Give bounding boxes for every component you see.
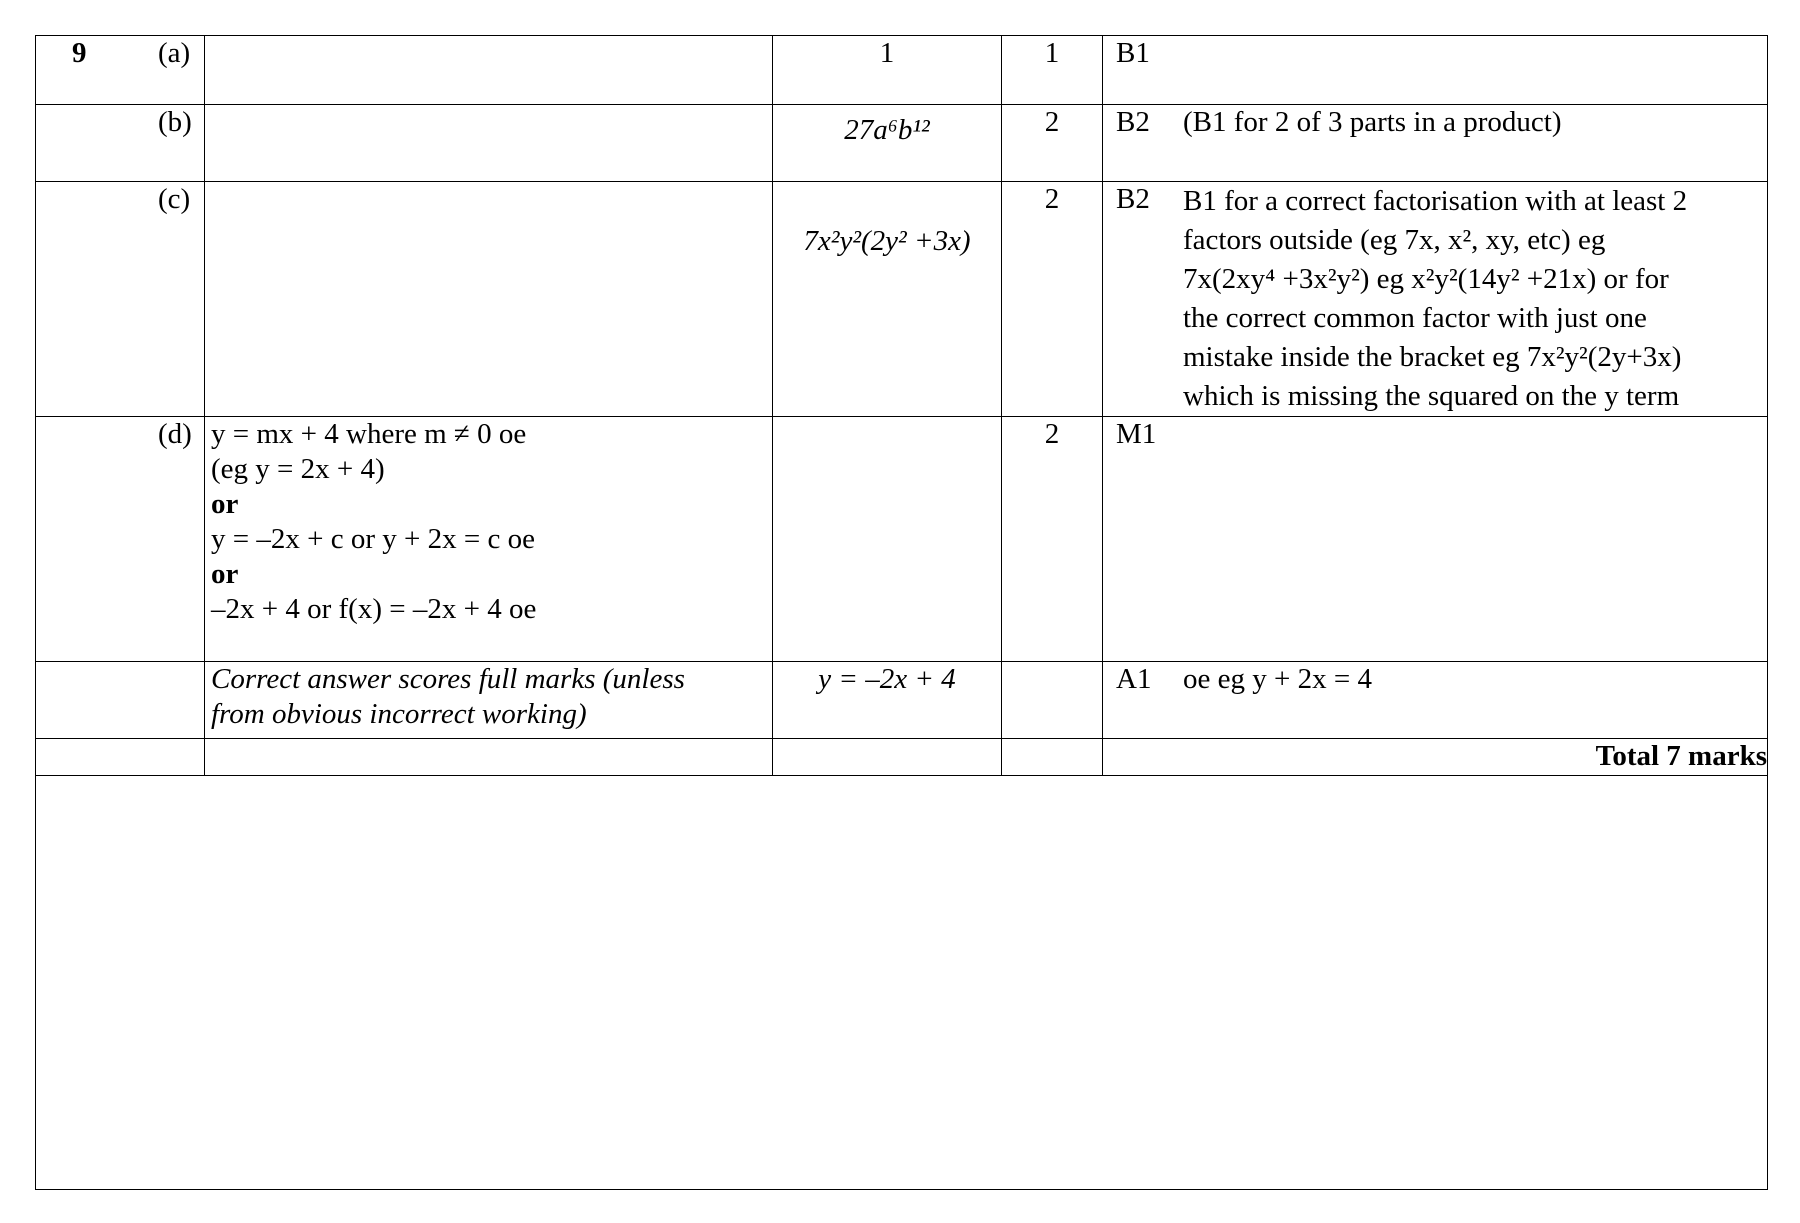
question-part-cell bbox=[36, 662, 205, 739]
part-label: (d) bbox=[158, 418, 192, 450]
notes-cell bbox=[1103, 182, 1768, 417]
working-line: y = mx + 4 where m ≠ 0 oe bbox=[211, 418, 527, 450]
question-part-cell bbox=[36, 417, 205, 662]
note-text: oe eg y + 2x = 4 bbox=[1183, 663, 1372, 695]
mark-scheme-table bbox=[35, 35, 1768, 776]
part-label: (c) bbox=[158, 183, 191, 215]
note-text bbox=[1183, 182, 1767, 416]
working-line: (eg y = 2x + 4) bbox=[211, 453, 385, 485]
answer-text: 1 bbox=[879, 37, 895, 69]
answer-cell bbox=[773, 662, 1002, 739]
answer-text: 27a⁶b¹² bbox=[844, 114, 930, 146]
empty-cell bbox=[36, 739, 205, 776]
question-part-cell bbox=[36, 105, 205, 182]
working-cell bbox=[205, 105, 773, 182]
working-line: from obvious incorrect working) bbox=[211, 698, 587, 730]
working-line: Correct answer scores full marks (unless bbox=[211, 663, 685, 695]
answer-cell bbox=[773, 182, 1002, 417]
answer-text: 7x²y²(2y² +3x) bbox=[803, 225, 971, 257]
note-line: B1 for a correct factorisation with at least 2 bbox=[1183, 185, 1688, 217]
table-row bbox=[36, 182, 1768, 417]
notes-cell bbox=[1103, 105, 1768, 182]
question-part-cell bbox=[36, 182, 205, 417]
empty-cell bbox=[773, 739, 1002, 776]
mark-cell bbox=[1002, 182, 1103, 417]
answer-cell bbox=[773, 105, 1002, 182]
table-row bbox=[36, 662, 1768, 739]
mark-value: 1 bbox=[1044, 37, 1060, 69]
note-line: which is missing the squared on the y term bbox=[1183, 380, 1680, 412]
answer-text: y = –2x + 4 bbox=[818, 663, 956, 695]
question-number: 9 bbox=[72, 37, 87, 69]
part-label: (a) bbox=[158, 37, 191, 69]
working-line: or bbox=[211, 488, 239, 520]
working-line: –2x + 4 or f(x) = –2x + 4 oe bbox=[211, 593, 537, 625]
mark-code: A1 bbox=[1116, 663, 1152, 695]
mark-code: B2 bbox=[1116, 183, 1150, 215]
part-label: (b) bbox=[158, 106, 192, 138]
mark-cell bbox=[1002, 36, 1103, 105]
note-line: factors outside (eg 7x, x², xy, etc) eg bbox=[1183, 224, 1606, 256]
mark-cell bbox=[1002, 417, 1103, 662]
working-cell bbox=[205, 417, 773, 662]
notes-cell bbox=[1103, 36, 1768, 105]
mark-cell bbox=[1002, 662, 1103, 739]
table-row bbox=[36, 36, 1768, 105]
notes-cell bbox=[1103, 662, 1768, 739]
table-row bbox=[36, 417, 1768, 662]
table-row bbox=[36, 105, 1768, 182]
empty-cell bbox=[205, 739, 773, 776]
mark-cell bbox=[1002, 105, 1103, 182]
note-text: (B1 for 2 of 3 parts in a product) bbox=[1183, 106, 1562, 138]
mark-code: B1 bbox=[1116, 37, 1150, 69]
working-cell bbox=[205, 182, 773, 417]
note-line: mistake inside the bracket eg 7x²y²(2y+3x) bbox=[1183, 341, 1682, 373]
mark-value: 2 bbox=[1044, 418, 1060, 450]
working-line: y = –2x + c or y + 2x = c oe bbox=[211, 523, 535, 555]
mark-value: 2 bbox=[1044, 106, 1060, 138]
working-cell bbox=[205, 662, 773, 739]
total-marks: Total 7 marks bbox=[1103, 739, 1768, 776]
note-line: the correct common factor with just one bbox=[1183, 302, 1647, 334]
mark-code: B2 bbox=[1116, 106, 1150, 138]
answer-cell bbox=[773, 36, 1002, 105]
working-cell bbox=[205, 36, 773, 105]
notes-cell bbox=[1103, 417, 1768, 662]
question-part-cell bbox=[36, 36, 205, 105]
mark-value: 2 bbox=[1044, 183, 1060, 215]
empty-cell bbox=[1002, 739, 1103, 776]
total-row bbox=[36, 739, 1768, 776]
answer-cell bbox=[773, 417, 1002, 662]
mark-code: M1 bbox=[1116, 418, 1157, 450]
note-line: 7x(2xy⁴ +3x²y²) eg x²y²(14y² +21x) or for bbox=[1183, 263, 1669, 295]
working-line: or bbox=[211, 558, 239, 590]
